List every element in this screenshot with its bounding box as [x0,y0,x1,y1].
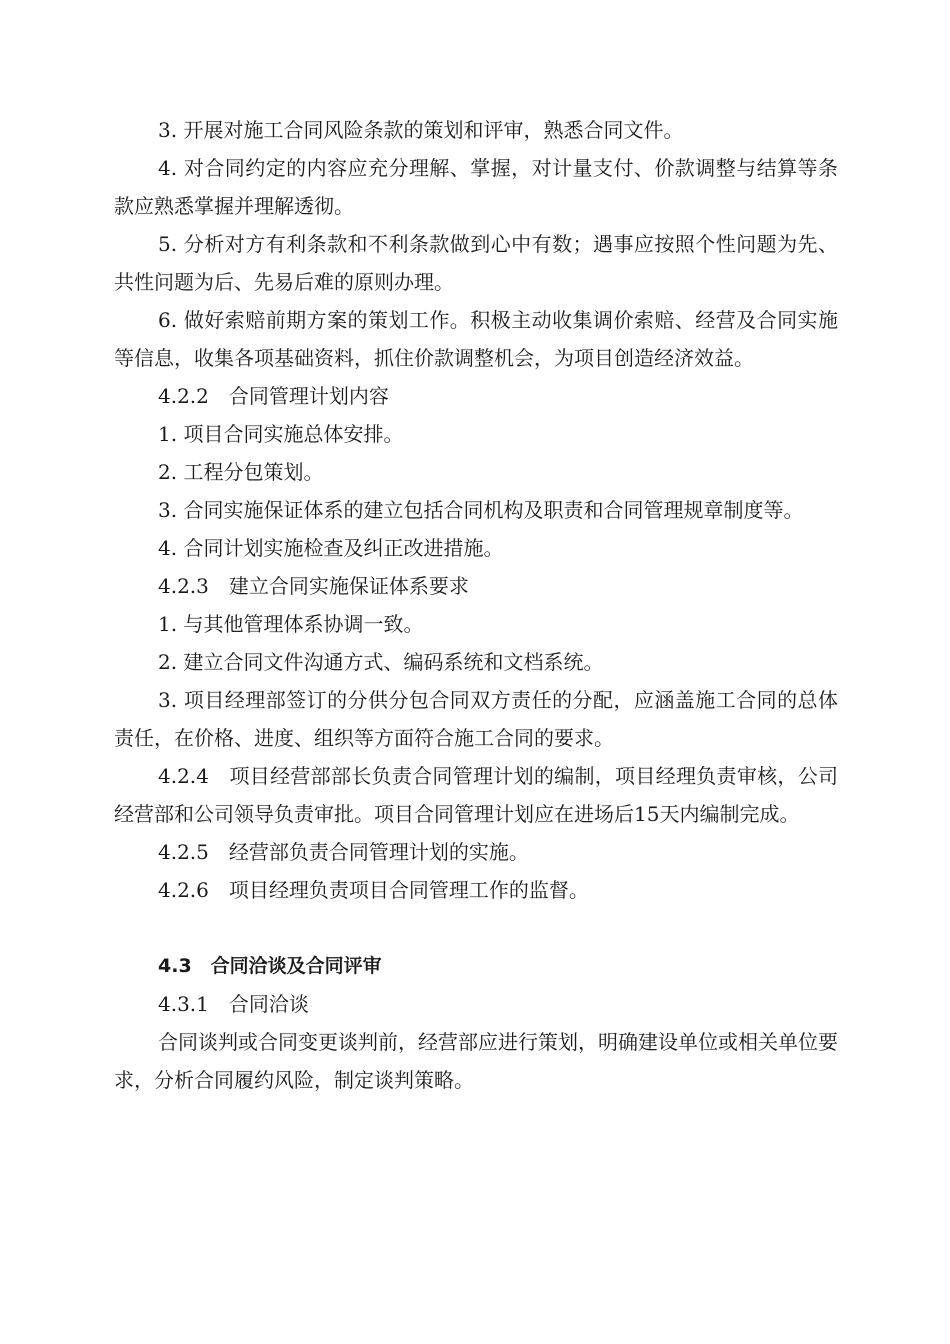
document-body [114,111,838,1099]
list-item: 2. 建立合同文件沟通方式、编码系统和文档系统。 [158,650,604,674]
subsection-heading: 4.3.1 合同洽谈 [158,992,309,1016]
section-heading: 4.3 合同洽谈及合同评审 [158,955,382,977]
list-item: 1. 与其他管理体系协调一致。 [158,612,424,636]
list-item: 2. 工程分包策划。 [158,460,324,484]
subsection-heading: 4.2.2 合同管理计划内容 [158,384,389,408]
list-item: 6. 做好索赔前期方案的策划工作。积极主动收集调价索赔、经营及合同实施等信息，收集各项基础资料，抓住价款调整机会，为项目创造经济效益。 [114,308,838,370]
list-item: 4. 对合同约定的内容应充分理解、掌握，对计量支付、价款调整与结算等条款应熟悉掌握并理解透彻。 [114,156,838,218]
clause-paragraph: 4.2.4 项目经营部部长负责合同管理计划的编制，项目经理负责审核，公司经营部和公司领导负责审批。项目合同管理计划应在进场后15天内编制完成。 [114,764,838,826]
list-item: 4. 合同计划实施检查及纠正改进措施。 [158,536,504,560]
body-paragraph: 合同谈判或合同变更谈判前，经营部应进行策划，明确建设单位或相关单位要求，分析合同履约风险，制定谈判策略。 [114,1030,838,1092]
list-item: 3. 开展对施工合同风险条款的策划和评审，熟悉合同文件。 [158,118,684,142]
clause-paragraph: 4.2.6 项目经理负责项目合同管理工作的监督。 [158,878,589,902]
list-item: 3. 项目经理部签订的分供分包合同双方责任的分配，应涵盖施工合同的总体责任，在价格、进度、组织等方面符合施工合同的要求。 [114,688,838,750]
list-item: 5. 分析对方有利条款和不利条款做到心中有数；遇事应按照个性问题为先、共性问题为后、先易后难的原则办理。 [114,232,838,294]
list-item: 1. 项目合同实施总体安排。 [158,422,404,446]
list-item: 3. 合同实施保证体系的建立包括合同机构及职责和合同管理规章制度等。 [158,498,804,522]
subsection-heading: 4.2.3 建立合同实施保证体系要求 [158,574,469,598]
clause-paragraph: 4.2.5 经营部负责合同管理计划的实施。 [158,840,529,864]
